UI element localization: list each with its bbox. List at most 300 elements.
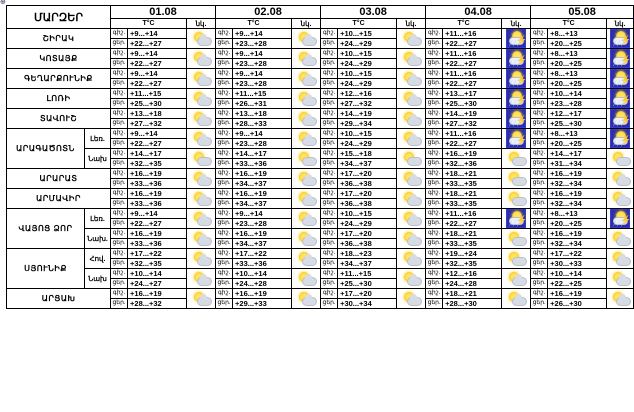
night-label: գիշ. — [111, 69, 128, 79]
header-temp-label: T°C — [216, 19, 292, 29]
night-label: գիշ. — [111, 89, 128, 99]
day-temperature: +23...+28 — [233, 79, 292, 89]
partly-cloudy-icon — [402, 31, 421, 46]
partly-cloudy-icon — [611, 171, 630, 186]
night-temperature: +16...+19 — [128, 169, 187, 179]
night-label: գիշ. — [426, 149, 443, 159]
partly-cloudy-icon — [402, 231, 421, 246]
rain-icon: ╱╱╱ — [613, 221, 626, 227]
night-temperature: +8...+13 — [548, 69, 607, 79]
cloud-icon — [512, 237, 527, 246]
night-temperature: +10...+15 — [338, 29, 397, 39]
night-label: գիշ. — [321, 169, 338, 179]
day-temperature: +20...+25 — [548, 219, 607, 229]
cloud-puff-icon — [515, 294, 522, 301]
day-label: ցեր. — [216, 279, 233, 289]
day-label: ցեր. — [426, 39, 443, 49]
day-label: ցեր. — [531, 219, 548, 229]
night-temperature: +10...+15 — [338, 209, 397, 219]
region-name: ԿՈՏԱՅՔ — [7, 49, 111, 69]
weather-icon-cell — [292, 29, 321, 49]
sunny-cloud-icon — [402, 151, 421, 166]
thunderstorm-icon — [610, 49, 630, 68]
cloud-puff-icon — [410, 294, 417, 301]
night-temperature: +17...+22 — [233, 249, 292, 259]
night-temperature: +10...+14 — [548, 269, 607, 279]
day-label: ցեր. — [216, 159, 233, 169]
day-label: ցեր. — [111, 79, 128, 89]
weather-icon-cell — [187, 89, 216, 109]
thunderstorm-icon — [610, 129, 630, 148]
cloud-icon — [512, 257, 527, 266]
night-label: գիշ. — [216, 129, 233, 139]
weather-icon-cell — [292, 289, 321, 309]
night-label: գիշ. — [321, 69, 338, 79]
night-temperature: +17...+20 — [338, 289, 397, 299]
weather-icon-cell — [607, 29, 634, 49]
lightning-icon: ⚡ — [516, 55, 528, 65]
cloud-puff-icon — [410, 234, 417, 241]
night-temperature: +16...+19 — [548, 169, 607, 179]
partly-cloudy-icon — [297, 111, 316, 126]
thunderstorm-icon — [610, 29, 630, 48]
header-date: 05.08 — [531, 6, 634, 19]
thunderstorm-icon — [610, 89, 630, 108]
cloud-puff-icon — [305, 214, 312, 221]
weather-icon-cell — [502, 289, 531, 309]
lightning-icon: ⚡ — [620, 35, 632, 45]
night-temperature: +9...+14 — [128, 129, 187, 139]
partly-cloudy-icon — [192, 251, 211, 266]
night-temperature: +17...+20 — [338, 169, 397, 179]
night-label: գիշ. — [531, 189, 548, 199]
cloud-puff-icon — [410, 94, 417, 101]
day-label: ցեր. — [216, 179, 233, 189]
day-temperature: +32...+34 — [548, 239, 607, 249]
day-label: ցեր. — [426, 179, 443, 189]
cloud-puff-icon — [410, 134, 417, 141]
forecast-row — [7, 169, 634, 179]
night-label: գիշ. — [216, 69, 233, 79]
forecast-row — [7, 69, 634, 79]
weather-icon-cell — [187, 189, 216, 209]
partly-cloudy-icon — [192, 131, 211, 146]
cloud-puff-icon — [619, 234, 626, 241]
partly-cloudy-icon — [192, 171, 211, 186]
night-temperature: +15...+18 — [338, 149, 397, 159]
night-temperature: +11...+15 — [338, 269, 397, 279]
weather-icon-cell — [397, 29, 426, 49]
day-temperature: +22...+27 — [128, 219, 187, 229]
cloud-puff-icon — [305, 34, 312, 41]
forecast-row — [7, 149, 634, 159]
weather-icon-cell — [397, 249, 426, 269]
lightning-icon: ⚡ — [620, 115, 632, 125]
day-temperature: +30...+34 — [338, 299, 397, 309]
forecast-row — [7, 229, 634, 239]
day-temperature: +30...+33 — [548, 259, 607, 269]
day-label: ցեր. — [216, 59, 233, 69]
lightning-icon: ⚡ — [620, 135, 632, 145]
rain-icon: ╱╱╱ — [613, 141, 626, 147]
day-label: ցեր. — [531, 239, 548, 249]
weather-icon-cell — [502, 149, 531, 169]
day-label: ցեր. — [531, 39, 548, 49]
night-temperature: +12...+16 — [338, 89, 397, 99]
rain-icon: ╱╱╱ — [509, 121, 522, 127]
night-temperature: +13...+17 — [443, 89, 502, 99]
day-label: ցեր. — [111, 99, 128, 109]
cloud-puff-icon — [410, 274, 417, 281]
night-temperature: +16...+19 — [233, 289, 292, 299]
day-temperature: +24...+28 — [233, 279, 292, 289]
header-icon-label: նկ. — [502, 19, 531, 29]
partly-cloudy-icon — [402, 91, 421, 106]
night-label: գիշ. — [321, 149, 338, 159]
day-temperature: +32...+35 — [443, 259, 502, 269]
night-label: գիշ. — [216, 209, 233, 219]
weather-icon-cell — [502, 129, 531, 149]
weather-icon-cell — [502, 109, 531, 129]
day-label: ցեր. — [531, 139, 548, 149]
weather-icon-cell — [187, 149, 216, 169]
day-temperature: +22...+27 — [128, 79, 187, 89]
partly-cloudy-icon — [402, 211, 421, 226]
night-temperature: +9...+14 — [233, 209, 292, 219]
partly-cloudy-icon — [297, 71, 316, 86]
night-label: գիշ. — [531, 229, 548, 239]
night-temperature: +17...+20 — [338, 189, 397, 199]
partly-cloudy-icon — [192, 91, 211, 106]
partly-cloudy-icon — [402, 51, 421, 66]
day-label: ցեր. — [111, 139, 128, 149]
day-temperature: +22...+27 — [443, 79, 502, 89]
region-name: ՏԱՎՈՒՇ — [7, 109, 111, 129]
day-temperature: +36...+38 — [338, 199, 397, 209]
cloud-puff-icon — [515, 274, 522, 281]
cloud-puff-icon — [305, 114, 312, 121]
night-label: գիշ. — [531, 269, 548, 279]
day-label: ցեր. — [111, 159, 128, 169]
day-label: ցեր. — [216, 259, 233, 269]
night-temperature: +17...+22 — [128, 249, 187, 259]
partly-cloudy-icon — [402, 131, 421, 146]
night-temperature: +16...+19 — [548, 229, 607, 239]
weather-icon-cell — [607, 249, 634, 269]
night-label: գիշ. — [321, 89, 338, 99]
partly-cloudy-icon — [402, 271, 421, 286]
weather-icon-cell — [607, 129, 634, 149]
cloud-puff-icon — [410, 254, 417, 261]
rain-icon: ╱╱╱ — [613, 101, 626, 107]
partly-cloudy-icon — [507, 291, 526, 306]
day-label: ցեր. — [321, 59, 338, 69]
night-label: գիշ. — [111, 149, 128, 159]
cloud-puff-icon — [410, 194, 417, 201]
night-label: գիշ. — [531, 69, 548, 79]
day-label: ցեր. — [321, 199, 338, 209]
weather-icon-cell — [397, 49, 426, 69]
cloud-puff-icon — [305, 94, 312, 101]
weather-icon-cell — [292, 269, 321, 289]
day-temperature: +32...+35 — [128, 259, 187, 269]
region-name: ԱՐԱՐԱՏ — [7, 169, 111, 189]
cloud-icon — [616, 157, 631, 166]
weather-icon-cell — [397, 189, 426, 209]
night-temperature: +11...+16 — [443, 129, 502, 139]
night-label: գիշ. — [216, 249, 233, 259]
day-temperature: +32...+35 — [128, 159, 187, 169]
day-temperature: +34...+37 — [233, 199, 292, 209]
cloud-puff-icon — [305, 274, 312, 281]
weather-icon-cell — [502, 229, 531, 249]
day-temperature: +22...+27 — [443, 139, 502, 149]
partly-cloudy-icon — [297, 31, 316, 46]
day-label: ցեր. — [111, 119, 128, 129]
forecast-row — [7, 29, 634, 39]
weather-icon-cell — [607, 109, 634, 129]
day-temperature: +20...+25 — [548, 59, 607, 69]
day-temperature: +33...+36 — [128, 239, 187, 249]
night-label: գիշ. — [321, 229, 338, 239]
weather-icon-cell — [292, 249, 321, 269]
region-name: ՎԱՅՈՑ ՁՈՐ — [7, 209, 85, 249]
night-temperature: +18...+23 — [338, 249, 397, 259]
day-temperature: +33...+35 — [443, 199, 502, 209]
night-temperature: +13...+18 — [233, 109, 292, 119]
cloud-icon — [512, 177, 527, 186]
night-label: գիշ. — [531, 29, 548, 39]
partly-cloudy-icon — [402, 111, 421, 126]
weather-icon-cell — [397, 169, 426, 189]
cloud-icon — [197, 157, 212, 166]
night-label: գիշ. — [426, 129, 443, 139]
subregion-label: Հով. — [85, 249, 111, 269]
rain-icon: ╱╱╱ — [509, 101, 522, 107]
cloud-puff-icon — [200, 54, 207, 61]
weather-icon-cell — [607, 149, 634, 169]
header-date: 03.08 — [321, 6, 426, 19]
weather-icon-cell — [292, 209, 321, 229]
night-temperature: +16...+19 — [233, 169, 292, 179]
night-temperature: +16...+19 — [128, 189, 187, 199]
night-temperature: +16...+19 — [548, 189, 607, 199]
weather-icon-cell — [292, 109, 321, 129]
partly-cloudy-icon — [611, 271, 630, 286]
night-temperature: +11...+16 — [443, 49, 502, 59]
sunny-cloud-icon — [507, 151, 526, 166]
day-label: ցեր. — [216, 299, 233, 309]
forecast-row — [7, 249, 634, 259]
cloud-puff-icon — [619, 194, 626, 201]
day-label: ցեր. — [216, 99, 233, 109]
partly-cloudy-icon — [192, 271, 211, 286]
cloud-icon — [512, 157, 527, 166]
night-temperature: +13...+18 — [128, 109, 187, 119]
night-temperature: +12...+17 — [548, 109, 607, 119]
thunderstorm-icon — [506, 49, 526, 68]
cloud-puff-icon — [410, 214, 417, 221]
day-temperature: +22...+27 — [443, 219, 502, 229]
day-label: ցեր. — [111, 39, 128, 49]
lightning-icon: ⚡ — [516, 115, 528, 125]
day-label: ցեր. — [321, 99, 338, 109]
partly-cloudy-icon — [297, 191, 316, 206]
header-icon-label: նկ. — [397, 19, 426, 29]
night-label: գիշ. — [321, 189, 338, 199]
weather-icon-cell — [187, 229, 216, 249]
day-label: ցեր. — [426, 59, 443, 69]
rain-icon: ╱╱╱ — [613, 81, 626, 87]
night-temperature: +10...+14 — [233, 269, 292, 279]
cloud-puff-icon — [200, 294, 207, 301]
night-temperature: +9...+14 — [128, 49, 187, 59]
partly-cloudy-icon — [192, 31, 211, 46]
forecast-table — [6, 5, 634, 309]
weather-icon-cell — [502, 209, 531, 229]
night-label: գիշ. — [111, 189, 128, 199]
partly-cloudy-icon — [297, 171, 316, 186]
day-temperature: +23...+28 — [233, 219, 292, 229]
night-temperature: +8...+13 — [548, 129, 607, 139]
day-temperature: +22...+25 — [548, 279, 607, 289]
subregion-label: Նախ — [85, 269, 111, 289]
night-label: գիշ. — [531, 129, 548, 139]
night-temperature: +16...+19 — [548, 289, 607, 299]
partly-cloudy-icon — [192, 191, 211, 206]
night-label: գիշ. — [111, 169, 128, 179]
weather-icon-cell — [397, 109, 426, 129]
day-label: ցեր. — [531, 299, 548, 309]
night-label: գիշ. — [216, 89, 233, 99]
partly-cloudy-icon — [297, 251, 316, 266]
weather-icon-cell — [397, 269, 426, 289]
weather-icon-cell — [292, 49, 321, 69]
day-temperature: +25...+30 — [128, 99, 187, 109]
partly-cloudy-icon — [297, 131, 316, 146]
partly-cloudy-icon — [611, 251, 630, 266]
day-temperature: +25...+30 — [548, 119, 607, 129]
day-temperature: +22...+27 — [128, 139, 187, 149]
region-name: ՇԻՐԱԿ — [7, 29, 111, 49]
weather-icon-cell — [607, 169, 634, 189]
sunny-cloud-icon — [507, 191, 526, 206]
night-label: գիշ. — [531, 109, 548, 119]
day-label: ցեր. — [321, 119, 338, 129]
rain-icon: ╱╱╱ — [613, 41, 626, 47]
night-temperature: +14...+19 — [338, 109, 397, 119]
day-label: ցեր. — [426, 79, 443, 89]
weather-icon-cell — [607, 289, 634, 309]
night-label: գիշ. — [321, 29, 338, 39]
weather-icon-cell — [187, 269, 216, 289]
night-label: գիշ. — [111, 29, 128, 39]
day-temperature: +23...+28 — [233, 139, 292, 149]
night-temperature: +9...+14 — [233, 129, 292, 139]
night-label: գիշ. — [111, 289, 128, 299]
night-label: գիշ. — [216, 189, 233, 199]
weather-icon-cell — [187, 69, 216, 89]
day-temperature: +25...+30 — [443, 99, 502, 109]
night-label: գիշ. — [321, 289, 338, 299]
rain-icon: ╱╱╱ — [509, 221, 522, 227]
day-label: ցեր. — [111, 279, 128, 289]
lightning-icon: ⚡ — [516, 215, 528, 225]
forecast-row — [7, 109, 634, 119]
corner-marker-icon: ⊕ — [0, 0, 6, 6]
header-temp-label: T°C — [321, 19, 397, 29]
partly-cloudy-icon — [507, 271, 526, 286]
night-temperature: +9...+14 — [233, 69, 292, 79]
subregion-label: Լեռ. — [85, 129, 111, 149]
weather-icon-cell — [187, 29, 216, 49]
day-temperature: +34...+37 — [338, 159, 397, 169]
day-label: ցեր. — [426, 279, 443, 289]
day-label: ցեր. — [216, 139, 233, 149]
header-region-label: ՄԱՐԶԵՐ — [7, 6, 111, 29]
weather-icon-cell — [397, 289, 426, 309]
day-temperature: +36...+38 — [338, 239, 397, 249]
weather-icon-cell — [502, 89, 531, 109]
forecast-table-wrap — [6, 5, 632, 309]
cloud-icon — [512, 197, 527, 206]
night-temperature: +8...+13 — [548, 49, 607, 59]
weather-icon-cell — [187, 169, 216, 189]
day-temperature: +22...+27 — [443, 39, 502, 49]
night-temperature: +10...+15 — [338, 69, 397, 79]
day-temperature: +24...+29 — [338, 59, 397, 69]
thunderstorm-icon — [506, 129, 526, 148]
night-label: գիշ. — [111, 49, 128, 59]
weather-icon-cell — [502, 189, 531, 209]
day-label: ցեր. — [321, 259, 338, 269]
day-temperature: +34...+37 — [233, 239, 292, 249]
night-temperature: +14...+17 — [233, 149, 292, 159]
night-label: գիշ. — [426, 189, 443, 199]
thunderstorm-icon — [506, 109, 526, 128]
night-label: գիշ. — [426, 289, 443, 299]
night-label: գիշ. — [321, 109, 338, 119]
night-temperature: +11...+16 — [443, 29, 502, 39]
header-icon-label: նկ. — [292, 19, 321, 29]
night-temperature: +11...+15 — [233, 89, 292, 99]
day-temperature: +23...+28 — [233, 39, 292, 49]
day-temperature: +24...+27 — [128, 279, 187, 289]
day-temperature: +23...+28 — [548, 99, 607, 109]
day-label: ցեր. — [111, 199, 128, 209]
weather-icon-cell — [397, 129, 426, 149]
day-temperature: +24...+29 — [338, 139, 397, 149]
weather-icon-cell — [502, 169, 531, 189]
forecast-row — [7, 89, 634, 99]
day-label: ցեր. — [531, 199, 548, 209]
sunny-cloud-icon — [507, 251, 526, 266]
partly-cloudy-icon — [297, 291, 316, 306]
day-label: ցեր. — [531, 79, 548, 89]
partly-cloudy-icon — [611, 291, 630, 306]
lightning-icon: ⚡ — [516, 75, 528, 85]
night-temperature: +16...+19 — [128, 289, 187, 299]
night-label: գիշ. — [321, 249, 338, 259]
day-label: ցեր. — [531, 59, 548, 69]
day-label: ցեր. — [216, 79, 233, 89]
thunderstorm-icon — [506, 69, 526, 88]
day-label: ցեր. — [111, 59, 128, 69]
rain-icon: ╱╱╱ — [613, 61, 626, 67]
lightning-icon: ⚡ — [620, 75, 632, 85]
subregion-label: Նախ — [85, 149, 111, 169]
day-label: ցեր. — [111, 239, 128, 249]
